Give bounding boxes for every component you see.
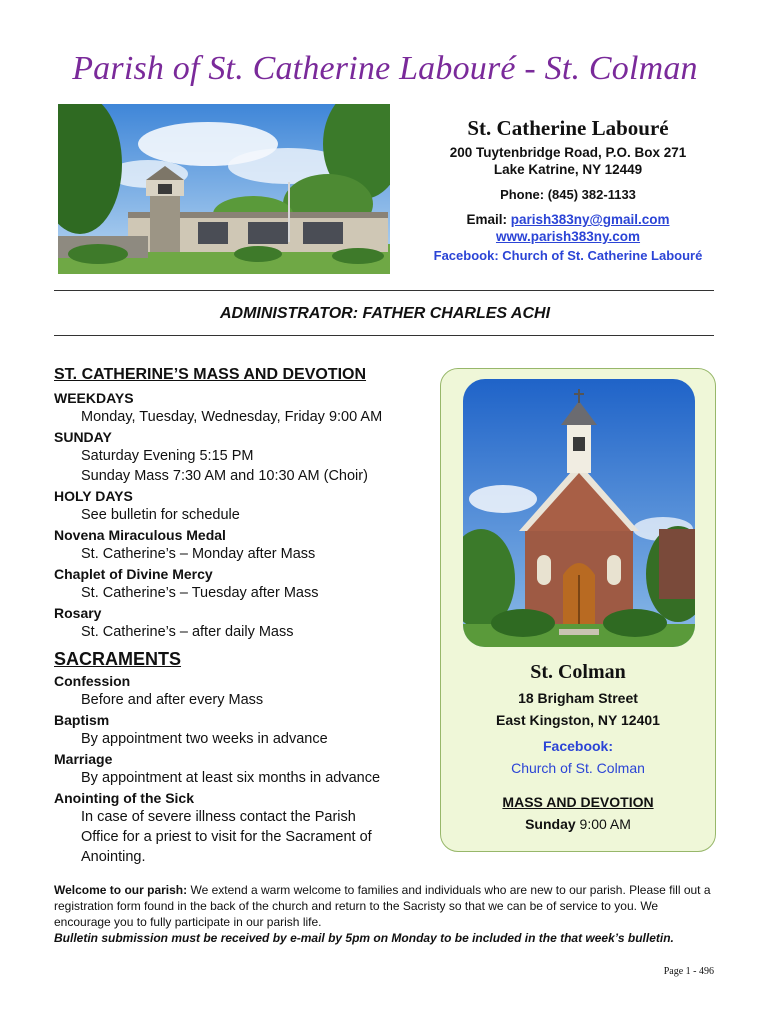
website-link[interactable]: www.parish383ny.com [495, 229, 641, 244]
administrator-line: ADMINISTRATOR: FATHER CHARLES ACHI [219, 305, 551, 322]
st-catherine-phone: Phone: (845) 382-1133 [500, 187, 636, 202]
st-catherine-info [418, 116, 718, 263]
weekdays-times: Monday, Tuesday, Wednesday, Friday 9:00 AM [81, 409, 383, 425]
marriage-label: Marriage [54, 751, 113, 767]
st-colman-facebook-label: Facebook: [542, 738, 613, 754]
st-catherine-address-2: Lake Katrine, NY 12449 [493, 162, 643, 177]
top-divider [54, 290, 714, 291]
weekdays-label: WEEKDAYS [54, 390, 134, 406]
welcome-paragraph [54, 882, 718, 946]
st-colman-sunday-label: Sunday [525, 816, 576, 832]
sacraments-heading: SACRAMENTS [54, 649, 182, 669]
email-label: Email: [466, 212, 507, 227]
welcome-label: Welcome to our parish: [54, 883, 188, 897]
st-colman-facebook-link[interactable]: Church of St. Colman [511, 760, 645, 776]
mass-and-sacraments [54, 366, 434, 866]
novena-label: Novena Miraculous Medal [54, 527, 226, 543]
chaplet-text: St. Catherine’s – Tuesday after Mass [81, 585, 319, 601]
welcome-text: We extend a warm welcome to families and individuals who are new to our parish. Please fill out a registration form found in the back of the church and return to the Sacristy so that we can be of service to you. We encourage you to fully participate in our parish life. [54, 883, 711, 929]
holy-days-label: HOLY DAYS [54, 488, 133, 504]
st-colman-sunday-line [441, 816, 715, 832]
st-catherine-church-photo [58, 104, 390, 274]
st-colman-card [440, 368, 716, 852]
anointing-label: Anointing of the Sick [54, 790, 194, 806]
baptism-text: By appointment two weeks in advance [81, 731, 328, 747]
sunday-saturday-evening: Saturday Evening 5:15 PM [81, 448, 254, 464]
st-colman-church-photo [463, 379, 695, 647]
sunday-label: SUNDAY [54, 429, 112, 445]
confession-label: Confession [54, 673, 131, 689]
mass-heading: ST. CATHERINE’S MASS AND DEVOTION [54, 366, 367, 383]
st-colman-address-1: 18 Brigham Street [518, 690, 638, 706]
sunday-mass-times: Sunday Mass 7:30 AM and 10:30 AM (Choir) [81, 468, 368, 484]
anointing-text-3: Anointing. [81, 849, 146, 865]
page-title: Parish of St. Catherine Labouré - St. Colman [72, 50, 698, 87]
page-number: Page 1 - 496 [663, 966, 714, 977]
st-catherine-address-1: 200 Tuytenbridge Road, P.O. Box 271 [449, 145, 687, 160]
novena-text: St. Catherine’s – Monday after Mass [81, 546, 316, 562]
rosary-text: St. Catherine’s – after daily Mass [81, 624, 294, 640]
anointing-text-1: In case of severe illness contact the Parish [81, 809, 356, 825]
st-colman-name: St. Colman [530, 661, 626, 683]
rosary-label: Rosary [54, 605, 102, 621]
chaplet-label: Chaplet of Divine Mercy [54, 566, 213, 582]
admin-divider [54, 335, 714, 336]
st-colman-info [441, 661, 715, 832]
baptism-label: Baptism [54, 712, 110, 728]
st-colman-address-2: East Kingston, NY 12401 [496, 712, 660, 728]
website-line [418, 229, 718, 244]
st-catherine-email-line [418, 212, 718, 227]
holy-days-text: See bulletin for schedule [81, 507, 240, 523]
st-catherine-facebook[interactable]: Facebook: Church of St. Catherine Labouré [433, 248, 703, 263]
st-colman-sunday-time: 9:00 AM [579, 816, 631, 832]
confession-text: Before and after every Mass [81, 692, 264, 708]
marriage-text: By appointment at least six months in advance [81, 770, 381, 786]
st-colman-mass-heading: MASS AND DEVOTION [502, 794, 654, 810]
email-link[interactable]: parish383ny@gmail.com [510, 212, 670, 227]
anointing-text-2: Office for a priest to visit for the Sacrament of [81, 829, 372, 845]
st-catherine-name: St. Catherine Labouré [467, 116, 669, 140]
bulletin-deadline: Bulletin submission must be received by e-mail by 5pm on Monday to be included in the that week’s bulletin. [54, 931, 674, 945]
